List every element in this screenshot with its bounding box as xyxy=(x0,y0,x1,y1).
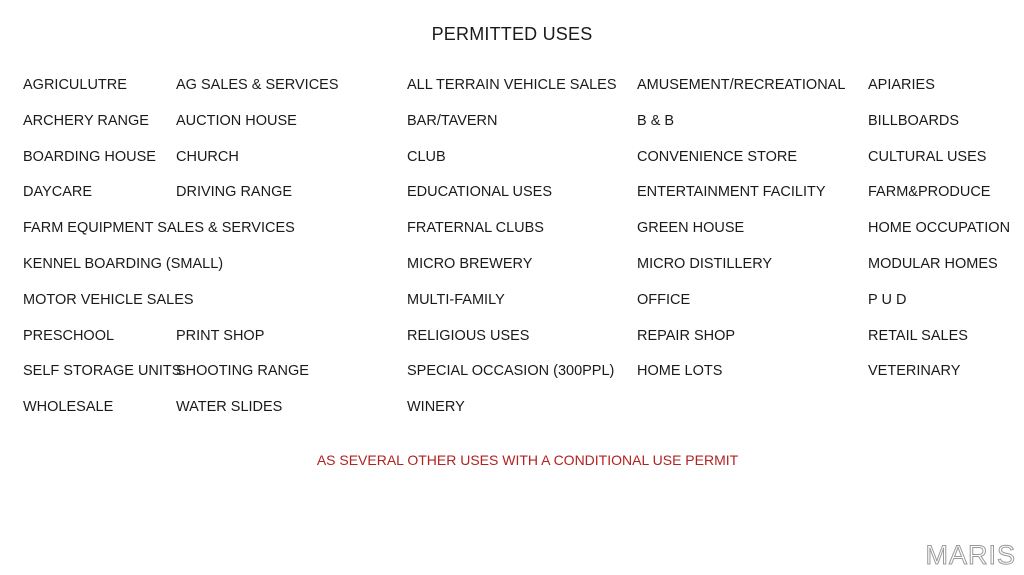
permitted-use-item: CONVENIENCE STORE xyxy=(637,148,798,165)
conditional-use-note: AS SEVERAL OTHER USES WITH A CONDITIONAL USE PERMIT xyxy=(316,452,739,468)
permitted-use-item: AGRICULUTRE xyxy=(23,77,127,93)
permitted-use-item: FARM&PRODUCE xyxy=(868,184,991,201)
permitted-use-item: BILLBOARDS xyxy=(868,112,960,129)
permitted-use-item: WHOLESALE xyxy=(23,399,114,416)
permitted-use-item: MULTI-FAMILY xyxy=(407,291,505,308)
permitted-use-item: BAR/TAVERN xyxy=(407,112,498,129)
permitted-use-item: ENTERTAINMENT FACILITY xyxy=(637,184,826,201)
permitted-use-item: AMUSEMENT/RECREATIONAL xyxy=(637,77,846,93)
permitted-use-item: GREEN HOUSE xyxy=(637,220,745,237)
permitted-use-item: MODULAR HOMES xyxy=(868,256,998,272)
permitted-use-item: OFFICE xyxy=(637,291,691,308)
permitted-use-item: SPECIAL OCCASION (300PPL) xyxy=(407,363,615,380)
permitted-use-item: PRESCHOOL xyxy=(23,327,115,344)
permitted-use-item: MICRO DISTILLERY xyxy=(637,256,773,272)
permitted-use-item: WATER SLIDES xyxy=(176,399,283,416)
permitted-use-item: SELF STORAGE UNITS xyxy=(23,363,182,380)
permitted-use-item: B & B xyxy=(637,112,675,129)
permitted-use-item: DRIVING RANGE xyxy=(176,184,293,201)
permitted-use-item: KENNEL BOARDING (SMALL) xyxy=(23,256,224,272)
permitted-use-item: MICRO BREWERY xyxy=(407,256,533,272)
permitted-use-item: CLUB xyxy=(407,148,446,165)
permitted-use-item: CULTURAL USES xyxy=(868,148,987,165)
permitted-use-item: MOTOR VEHICLE SALES xyxy=(23,291,194,308)
permitted-use-item: CHURCH xyxy=(176,148,239,165)
permitted-use-item: SHOOTING RANGE xyxy=(176,363,309,380)
permitted-use-item: FARM EQUIPMENT SALES & SERVICES xyxy=(23,220,295,237)
permitted-use-item: EDUCATIONAL USES xyxy=(407,184,553,201)
permitted-use-item: REPAIR SHOP xyxy=(637,327,736,344)
permitted-use-item: RELIGIOUS USES xyxy=(407,327,530,344)
permitted-use-item: FRATERNAL CLUBS xyxy=(407,220,544,237)
permitted-use-item: BOARDING HOUSE xyxy=(23,148,156,165)
permitted-use-item: HOME OCCUPATION xyxy=(868,220,1011,237)
permitted-use-item: ARCHERY RANGE xyxy=(23,112,149,129)
permitted-use-item: P U D xyxy=(868,291,907,308)
permitted-use-item: RETAIL SALES xyxy=(868,327,968,344)
permitted-use-item: ALL TERRAIN VEHICLE SALES xyxy=(407,77,617,93)
permitted-use-item: DAYCARE xyxy=(23,184,93,201)
page-title: PERMITTED USES xyxy=(431,24,593,44)
permitted-use-item: WINERY xyxy=(407,399,465,416)
permitted-use-item: HOME LOTS xyxy=(637,363,723,380)
permitted-use-item: VETERINARY xyxy=(868,363,961,380)
maris-watermark: MARIS xyxy=(925,540,1016,570)
permitted-use-item: PRINT SHOP xyxy=(176,327,265,344)
permitted-use-item: AG SALES & SERVICES xyxy=(176,77,339,93)
permitted-use-item: AUCTION HOUSE xyxy=(176,112,297,129)
permitted-use-item: APIARIES xyxy=(868,77,935,93)
